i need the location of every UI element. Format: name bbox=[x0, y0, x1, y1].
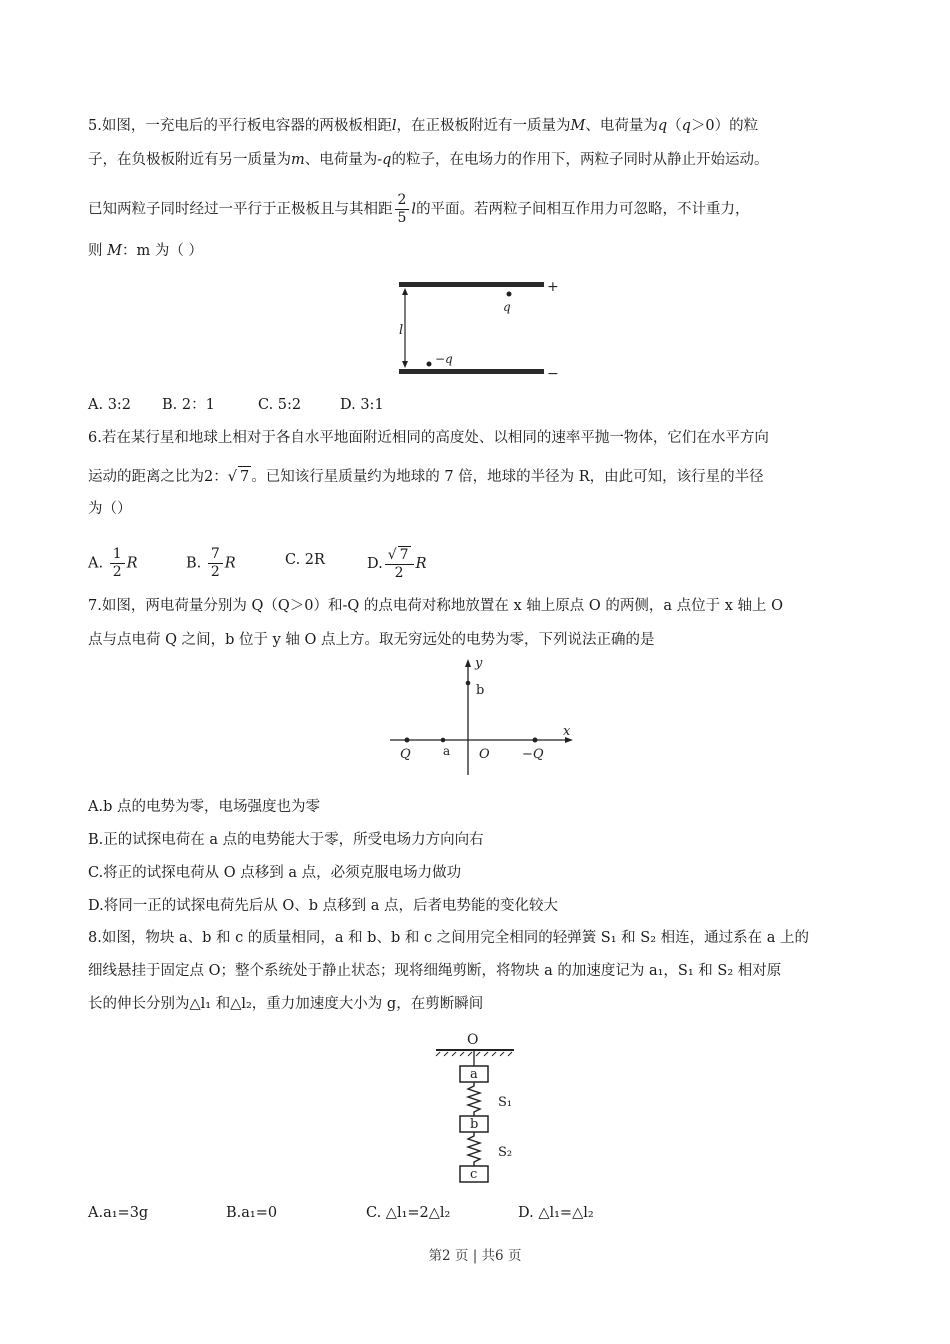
q7-option-a: A.b 点的电势为零，电场强度也为零 bbox=[88, 799, 320, 815]
origin-label: O bbox=[479, 747, 490, 762]
q8-option-d: D. △l₁=△l₂ bbox=[518, 1205, 594, 1221]
positive-plate bbox=[399, 282, 544, 287]
q5-line-3: 已知两粒子同时经过一平行于正极板且与其相距 $\frac{2}{5}$ l的平面。若两粒子间相互作用力可忽略，不计重力， bbox=[88, 192, 750, 226]
spring-s2-label: S₂ bbox=[498, 1145, 513, 1160]
charge-q bbox=[405, 738, 410, 743]
minus-sign: − bbox=[547, 366, 559, 382]
negative-plate bbox=[399, 369, 544, 374]
plus-sign: + bbox=[547, 279, 559, 295]
q6-option-c: C. 2R bbox=[285, 552, 325, 568]
distance-label: l bbox=[399, 323, 404, 338]
q7-line-2: 点与点电荷 Q 之间，b 位于 y 轴 O 点上方。取无穷远处的电势为零，下列说法正确的是 bbox=[88, 632, 655, 648]
q7-line-1: 7.如图，两电荷量分别为 Q（Q＞0）和-Q 的点电荷对称地放置在 x 轴上原点 O 的两侧，a 点位于 x 轴上 O bbox=[88, 598, 783, 614]
fixed-point-label: O bbox=[467, 1032, 479, 1048]
q5-option-d: D. 3:1 bbox=[340, 397, 384, 413]
page-footer: 第2 页 | 共6 页 bbox=[428, 1248, 522, 1264]
q8-option-a: A.a₁=3g bbox=[88, 1205, 149, 1221]
spring-s1 bbox=[468, 1082, 480, 1116]
q6-option-d: D. $\frac{√ 7}{2}$ R bbox=[367, 547, 427, 581]
charge-axes-figure bbox=[385, 655, 580, 785]
q7-option-c: C.将正的试探电荷从 O 点移到 a 点，必须克服电场力做功 bbox=[88, 865, 462, 881]
point-a bbox=[441, 738, 446, 743]
q8-option-b: B.a₁=0 bbox=[226, 1205, 278, 1221]
spring-blocks-figure bbox=[430, 1028, 530, 1188]
charge-q-label: Q bbox=[400, 747, 411, 762]
q5-line-1: 5.如图，一充电后的平行板电容器的两极板相距l，在正极板附近有一质量为M、电荷量为q（q＞0）的粒 bbox=[88, 118, 759, 134]
q8-option-c: C. △l₁=2△l₂ bbox=[366, 1205, 451, 1221]
q8-line-2: 细线悬挂于固定点 O；整个系统处于静止状态；现将细绳剪断，将物块 a 的加速度记为 a₁，S₁ 和 S₂ 相对原 bbox=[88, 963, 782, 979]
q6-line-3: 为（） bbox=[88, 501, 132, 517]
capacitor-figure bbox=[395, 274, 560, 384]
spring-s1-label: S₁ bbox=[498, 1095, 513, 1110]
charge-neg-q-label: −Q bbox=[522, 747, 544, 762]
q6-option-b: B. $\frac{7}{2}$ R bbox=[186, 546, 236, 580]
point-b-label: b bbox=[476, 683, 485, 698]
q5-line-4: 则 M：m 为（ ） bbox=[88, 243, 203, 259]
particle-neg-q bbox=[427, 362, 432, 367]
q8-line-1: 8.如图，物块 a、b 和 c 的质量相同，a 和 b、b 和 c 之间用完全相同的轻弹簧 S₁ 和 S₂ 相连，通过系在 a 上的 bbox=[88, 930, 809, 946]
q5-option-a: A. 3:2 bbox=[88, 397, 132, 413]
q5-option-c: C. 5:2 bbox=[258, 397, 302, 413]
charge-neg-q bbox=[533, 738, 538, 743]
spring-s2 bbox=[468, 1132, 480, 1166]
particle-q bbox=[507, 292, 512, 297]
particle-neg-q-label: −q bbox=[435, 352, 453, 366]
q8-line-3: 长的伸长分别为△l₁ 和△l₂，重力加速度大小为 g，在剪断瞬间 bbox=[88, 996, 484, 1012]
block-a-label: a bbox=[470, 1067, 478, 1082]
block-c-label: c bbox=[470, 1167, 478, 1182]
y-label: y bbox=[475, 656, 483, 671]
point-a-label: a bbox=[443, 744, 451, 758]
fraction-2-5: $\frac{2}{5}$ bbox=[395, 192, 410, 227]
q6-line-1: 6.若在某行星和地球上相对于各自水平地面附近相同的高度处、以相同的速率平抛一物体，它们在水平方向 bbox=[88, 430, 769, 446]
q6-line-2: 运动的距离之比为2：√ 7 。已知该行星质量约为地球的 7 倍，地球的半径为 R，由此可知，该行星的半径 bbox=[88, 466, 764, 487]
q7-option-d: D.将同一正的试探电荷先后从 O、b 点移到 a 点，后者电势能的变化较大 bbox=[88, 898, 558, 914]
point-b bbox=[466, 681, 471, 686]
q7-option-b: B.正的试探电荷在 a 点的电势能大于零，所受电场力方向向右 bbox=[88, 832, 484, 848]
particle-q-label: q bbox=[503, 300, 511, 314]
block-b-label: b bbox=[470, 1117, 479, 1132]
x-label: x bbox=[563, 724, 571, 739]
q5-line-2: 子，在负极板附近有另一质量为m、电荷量为-q的粒子，在电场力的作用下，两粒子同时从静止开始运动。 bbox=[88, 152, 769, 168]
q6-option-a: A. $\frac{1}{2}$ R bbox=[88, 546, 138, 580]
q5-option-b: B. 2：1 bbox=[162, 397, 215, 413]
